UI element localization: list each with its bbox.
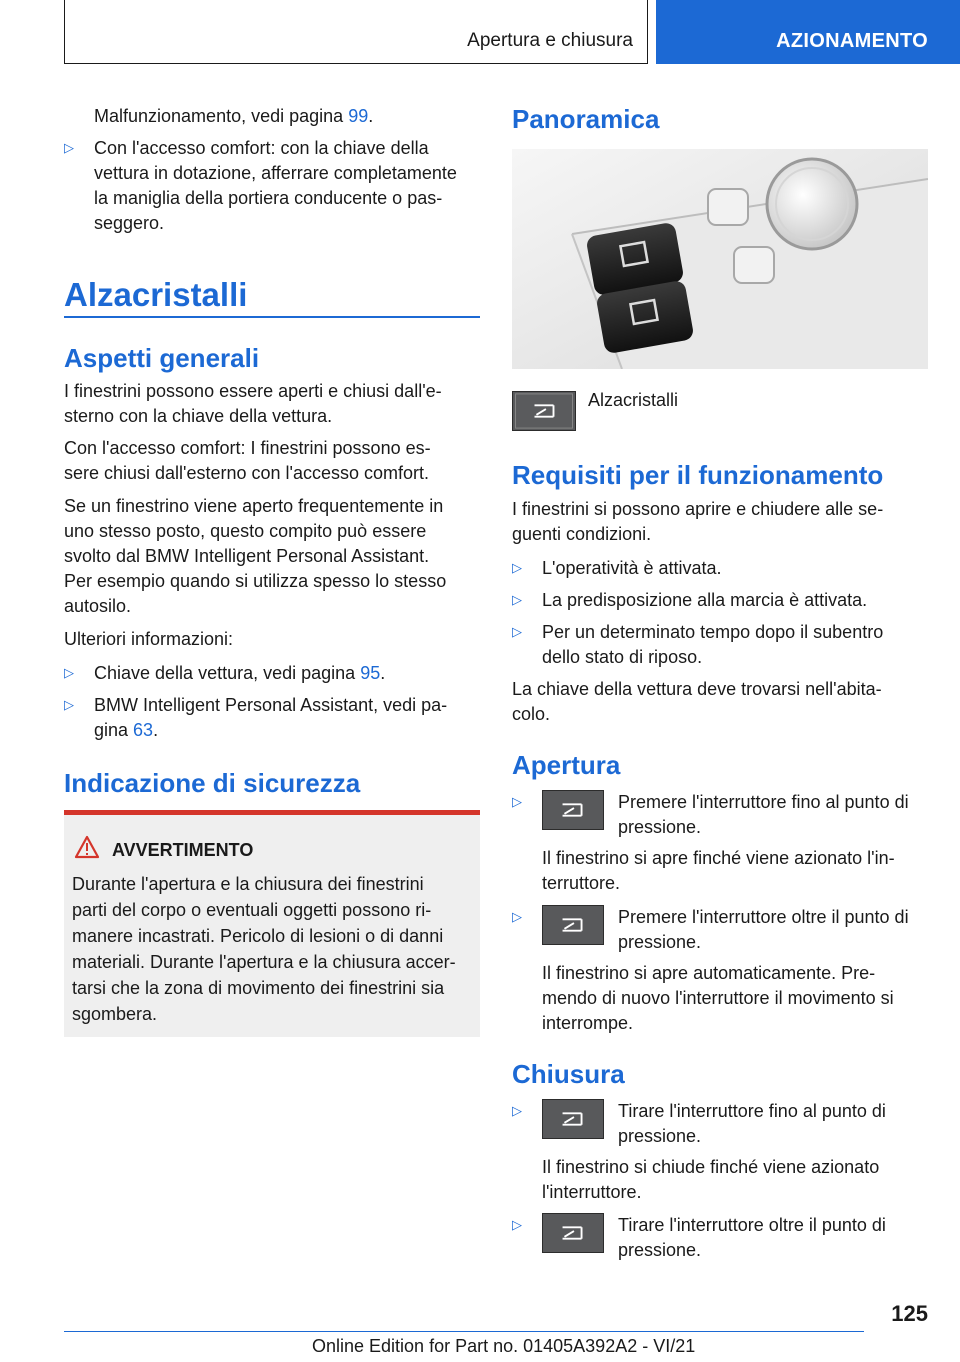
bullet-line: BMW Intelligent Personal Assistant, vedi pa- (94, 695, 448, 715)
result-line: Il finestrino si apre finché viene azionato l'in- (542, 848, 895, 868)
closing-heading: Chiusura (512, 1059, 625, 1089)
paragraph-line: sterno con la chiave della vettura. (64, 406, 333, 426)
header-chapter-title: AZIONAMENTO (776, 30, 928, 52)
action-line: Premere l'interruttore oltre il punto di (618, 907, 909, 927)
paragraph-line: I finestrini possono essere aperti e chiusi dall'e- (64, 381, 442, 401)
window-switch-panel-photo (512, 149, 928, 369)
window-switch-icon (542, 1213, 604, 1253)
triangle-bullet-icon: ▷ (512, 1217, 522, 1232)
triangle-bullet-icon: ▷ (512, 560, 522, 575)
triangle-bullet-icon: ▷ (64, 665, 74, 680)
warning-triangle-icon (74, 835, 100, 859)
result-line: mendo di nuovo l'interruttore il movimento si (542, 988, 894, 1008)
paragraph-line: La chiave della vettura deve trovarsi nell'abita- (512, 679, 882, 699)
window-switch-icon (542, 905, 604, 945)
continuation-text: Malfunzionamento, vedi pagina (94, 106, 344, 126)
triangle-bullet-icon: ▷ (512, 794, 522, 809)
paragraph-line: sere chiusi dall'esterno con l'accesso comfort. (64, 463, 430, 483)
title-rule (64, 316, 480, 318)
paragraph-line: autosilo. (64, 596, 132, 616)
footer-edition: Online Edition for Part no. 01405A392A2 - VI/21 (312, 1336, 696, 1356)
action-line: pressione. (618, 817, 702, 837)
header-section-box (64, 0, 648, 64)
warning-line: sgombera. (72, 1004, 158, 1024)
action-line: Premere l'interruttore fino al punto di (618, 792, 909, 812)
action-line: pressione. (618, 932, 702, 952)
list-item (512, 905, 928, 1035)
result-line: terruttore. (542, 873, 621, 893)
bullet-line: Per un determinato tempo dopo il subentro (542, 622, 884, 642)
triangle-bullet-icon: ▷ (64, 140, 74, 155)
bullet-text: Chiave della vettura, vedi pagina (94, 663, 356, 683)
header-chapter-tab[interactable] (656, 0, 960, 64)
paragraph-line: guenti condizioni. (512, 524, 652, 544)
opening-heading: Apertura (512, 750, 621, 780)
more-info-label: Ulteriori informazioni: (64, 629, 234, 649)
bullet-line: vettura in dotazione, afferrare completamente (94, 163, 457, 183)
requirements-intro (512, 497, 928, 547)
paragraph-line: colo. (512, 704, 551, 724)
action-line: Tirare l'interruttore oltre il punto di (618, 1215, 886, 1235)
triangle-bullet-icon: ▷ (512, 624, 522, 639)
result-line: Il finestrino si chiude finché viene azionato (542, 1157, 880, 1177)
icon-caption: Alzacristalli (588, 390, 679, 410)
general-paragraph-2 (64, 436, 480, 486)
result-line: l'interruttore. (542, 1182, 642, 1202)
general-paragraph-1 (64, 379, 480, 429)
bullet-text: La predisposizione alla marcia è attivata. (542, 590, 868, 610)
warning-line: parti del corpo o eventuali oggetti possono ri- (72, 900, 432, 920)
result-line: interrompe. (542, 1013, 634, 1033)
page-number: 125 (891, 1301, 928, 1326)
page-link-95[interactable]: 95 (360, 663, 381, 683)
list-item (512, 1213, 928, 1273)
continuation-line: Malfunzionamento, vedi pagina 99. (94, 106, 374, 126)
bullet-line: la maniglia della portiera conducente o pas- (94, 188, 443, 208)
warning-title: AVVERTIMENTO (112, 840, 254, 860)
triangle-bullet-icon: ▷ (512, 1103, 522, 1118)
window-switch-icon (542, 790, 604, 830)
action-line: pressione. (618, 1240, 702, 1260)
window-switch-icon (512, 391, 576, 431)
key-note (512, 677, 928, 727)
result-line: Il finestrino si apre automaticamente. Pre- (542, 963, 876, 983)
bullet-line: seggero. (94, 213, 165, 233)
paragraph-line: Se un finestrino viene aperto frequentemente in (64, 496, 444, 516)
page-link-99[interactable]: 99 (348, 106, 369, 126)
safety-heading: Indicazione di sicurezza (64, 768, 361, 798)
footer-rule (64, 1331, 864, 1332)
warning-box (64, 810, 480, 1037)
bullet-text: L'operatività è attivata. (542, 558, 722, 578)
window-switch-icon (542, 1099, 604, 1139)
page-link-63[interactable]: 63 (133, 720, 154, 740)
triangle-bullet-icon: ▷ (64, 697, 74, 712)
bullet-line: gina 63. (94, 720, 159, 740)
warning-line: materiali. Durante l'apertura e la chiusura accer- (72, 952, 456, 972)
bullet-line: Con l'accesso comfort: con la chiave della (94, 138, 429, 158)
general-paragraph-3 (64, 494, 480, 619)
requirements-heading: Requisiti per il funzionamento (512, 460, 884, 490)
action-line: pressione. (618, 1126, 702, 1146)
header-section-title: Apertura e chiusura (467, 30, 633, 51)
triangle-bullet-icon: ▷ (512, 909, 522, 924)
triangle-bullet-icon: ▷ (512, 592, 522, 607)
paragraph-line: svolto dal BMW Intelligent Personal Assistant. (64, 546, 430, 566)
bullet-text: gina (94, 720, 129, 740)
warning-line: Durante l'apertura e la chiusura dei finestrini (72, 874, 424, 894)
bullet-line: dello stato di riposo. (542, 647, 703, 667)
list-item (512, 790, 928, 893)
action-line: Tirare l'interruttore fino al punto di (618, 1101, 886, 1121)
paragraph-line: Con l'accesso comfort: I finestrini possono es- (64, 438, 431, 458)
paragraph-line: uno stesso posto, questo compito può essere (64, 521, 427, 541)
paragraph-line: Per esempio quando si utilizza spesso lo stesso (64, 571, 447, 591)
overview-heading: Panoramica (512, 104, 660, 134)
page-title: Alzacristalli (64, 276, 248, 313)
list-item (512, 1099, 928, 1202)
paragraph-line: I finestrini si possono aprire e chiudere alle se- (512, 499, 884, 519)
warning-text (72, 871, 476, 1027)
warning-line: tarsi che la zona di movimento dei finestrini sia (72, 978, 445, 998)
warning-line: manere incastrati. Pericolo di lesioni o di danni (72, 926, 444, 946)
general-heading: Aspetti generali (64, 343, 260, 373)
